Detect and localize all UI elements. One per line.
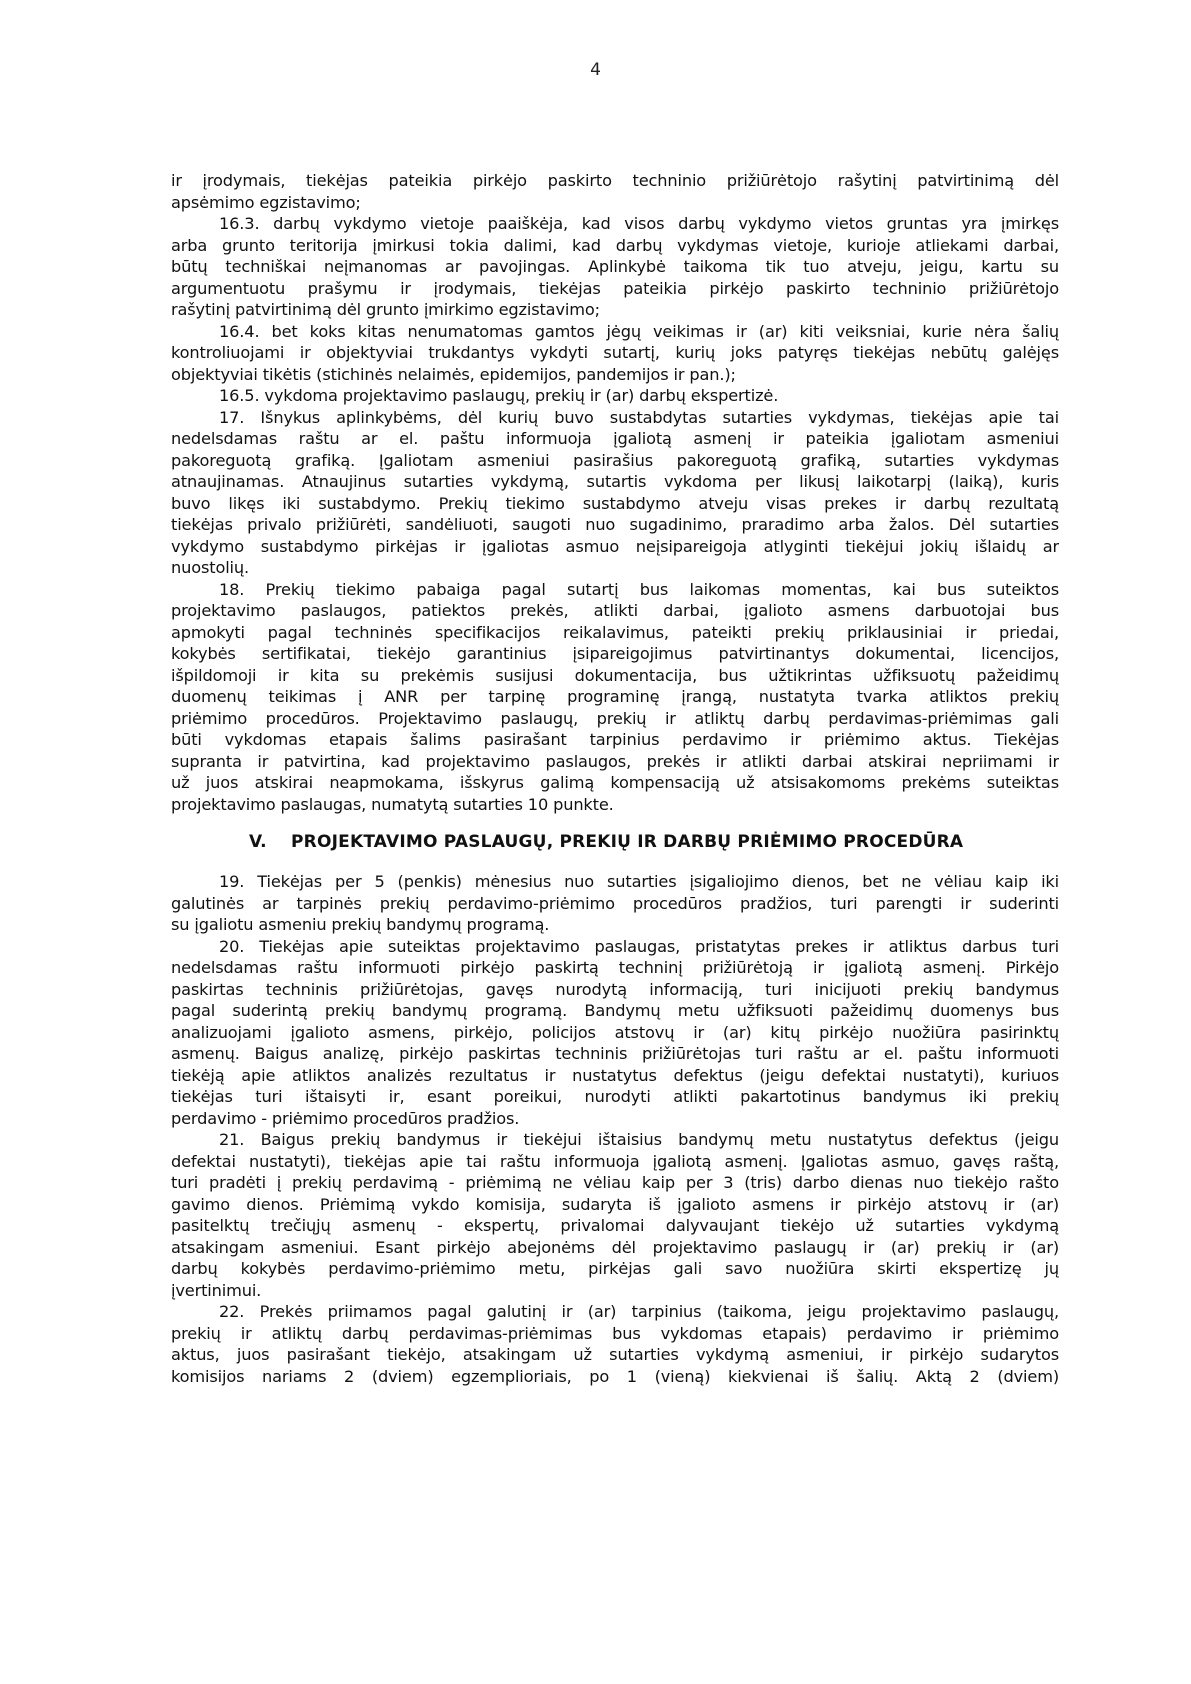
text-line: paskirtas techninis prižiūrėtojas, gavęs nurodytą informaciją, turi inicijuoti prekių bandymus: [171, 979, 1059, 999]
page-number: 4: [590, 60, 601, 80]
text-line: 16.3. darbų vykdymo vietoje paaiškėja, kad visos darbų vykdymo vietos gruntas yra įmirkęs: [219, 214, 1059, 233]
text-line: nedelsdamas raštu ar el. paštu informuoja įgaliotą asmenį ir pateikia įgaliotam asmeniui: [171, 429, 1059, 448]
text-line: projektavimo paslaugos, patiektos prekės, atlikti darbai, įgalioto asmens darbuotojai bus: [171, 601, 1059, 620]
text-line: su įgaliotu asmeniu prekių bandymų programą.: [171, 915, 550, 934]
paragraph: [171, 170, 1059, 213]
text-line: projektavimo paslaugas, numatytą sutarties 10 punkte.: [171, 794, 614, 814]
text-line: tiekėjas turi ištaisyti ir, esant poreikui, nurodyti atlikti pakartotinus bandymus iki prekių: [171, 1087, 1059, 1106]
text-line: tiekėjas privalo prižiūrėti, sandėliuoti, saugoti nuo sugadinimo, praradimo arba žalos. Dėl sutarties: [171, 515, 1059, 534]
text-line: įvertinimui.: [171, 1280, 262, 1300]
text-line: perdavimo - priėmimo procedūros pradžios.: [171, 1108, 520, 1128]
text-line: už juos atskirai neapmokama, išskyrus galimą kompensaciją už atsisakomoms prekėms suteiktas: [171, 773, 1059, 792]
text-line: būti vykdomas etapais šalims pasirašant tarpinius perdavimo ir priėmimo aktus. Tiekėjas: [171, 730, 1059, 749]
text-line: nedelsdamas raštu informuoti pirkėjo paskirtą techninį prižiūrėtoją ir įgaliotą asmenį. Pirkėjo: [171, 958, 1059, 977]
text-line: 18. Prekių tiekimo pabaiga pagal sutartį bus laikomas momentas, kai bus suteiktos: [219, 579, 1059, 599]
text-line: arba grunto teritorija įmirkusi tokia dalimi, kad darbų vykdymas vietoje, kurioje atliekami darbai,: [171, 235, 1059, 255]
text-line: 22. Prekės priimamos pagal galutinį ir (ar) tarpinius (taikoma, jeigu projektavimo paslaugų,: [219, 1302, 1059, 1321]
section-number: V.: [249, 832, 267, 852]
text-line: apsėmimo egzistavimo;: [171, 192, 361, 212]
paragraph: [171, 213, 1059, 321]
text-line: 19. Tiekėjas per 5 (penkis) mėnesius nuo sutarties įsigaliojimo dienos, bet ne vėliau kaip iki: [219, 872, 1059, 891]
text-line: nuostolių.: [171, 558, 250, 577]
text-line: gavimo dienos. Priėmimą vykdo komisija, sudaryta iš įgalioto asmens ir pirkėjo atstovų ir (ar): [171, 1194, 1059, 1214]
text-line: apmokyti pagal techninės specifikacijos reikalavimus, pateikti prekių priklausiniai ir priedai,: [171, 622, 1059, 642]
text-line: galutinės ar tarpinės prekių perdavimo-priėmimo procedūros pradžios, turi parengti ir suderinti: [171, 893, 1059, 913]
text-line: vykdymo sustabdymo pirkėjas ir įgaliotas asmuo neįsipareigoja atlyginti tiekėjui jokių išlaidų ar: [171, 536, 1059, 556]
document-body: [171, 170, 1059, 1387]
text-line: prekių ir atliktų darbų perdavimas-priėmimas bus vykdomas etapais) perdavimo ir priėmimo: [171, 1323, 1059, 1343]
paragraph: [171, 579, 1059, 816]
text-line: pagal suderintą prekių bandymų programą. Bandymų metu užfiksuoti pažeidimų duomenys bus: [171, 1001, 1059, 1020]
section-title: PROJEKTAVIMO PASLAUGŲ, PREKIŲ IR DARBŲ PRIĖMIMO PROCEDŪRA: [291, 832, 964, 852]
text-line: 16.5. vykdoma projektavimo paslaugų, prekių ir (ar) darbų ekspertizė.: [219, 386, 779, 405]
paragraph: [171, 407, 1059, 579]
paragraph: [171, 871, 1059, 936]
text-line: kontroliuojami ir objektyviai trukdantys vykdyti sutartį, kurių joks patyręs tiekėjas nebūtų galėjęs: [171, 343, 1059, 362]
text-line: pakoreguotą grafiką. Įgaliotam asmeniui pasirašius pakoreguotą grafiką, sutarties vykdymas: [171, 450, 1059, 470]
paragraph: [171, 936, 1059, 1130]
text-line: būtų techniškai neįmanomas ar pavojingas. Aplinkybė taikoma tik tuo atveju, jeigu, kartu su: [171, 257, 1059, 276]
paragraph: [171, 1301, 1059, 1387]
text-line: išpildomoji ir kita su prekėmis susijusi dokumentacija, bus užtikrintas užfiksuotų pažeidimų: [171, 665, 1059, 685]
text-line: objektyviai tikėtis (stichinės nelaimės, epidemijos, pandemijos ir pan.);: [171, 364, 736, 384]
text-line: komisijos nariams 2 (dviem) egzemplioriais, po 1 (vieną) kiekvienai iš šalių. Aktą 2 (dviem): [171, 1366, 1059, 1386]
text-line: defektai nustatyti), tiekėjas apie tai raštu informuoja įgaliotą asmenį. Įgaliotas asmuo, gavęs raštą,: [171, 1151, 1059, 1171]
text-line: ir įrodymais, tiekėjas pateikia pirkėjo paskirto techninio prižiūrėtojo rašytinį patvirtinimą dėl: [171, 171, 1059, 190]
text-line: analizuojami įgalioto asmens, pirkėjo, policijos atstovų ir (ar) kitų pirkėjo nuožiūra pasirinktų: [171, 1022, 1059, 1042]
text-line: turi pradėti į prekių perdavimą - priėmimą ne vėliau kaip per 3 (tris) darbo dienas nuo tiekėjo rašto: [171, 1173, 1059, 1192]
text-line: pasitelktų trečiųjų asmenų - ekspertų, privalomai dalyvaujant tiekėjo už sutarties vykdymą: [171, 1216, 1059, 1235]
text-line: aktus, juos pasirašant tiekėjo, atsakingam už sutarties vykdymą asmeniui, ir pirkėjo sudarytos: [171, 1345, 1059, 1364]
text-line: 16.4. bet koks kitas nenumatomas gamtos jėgų veikimas ir (ar) kiti veiksniai, kurie nėra šalių: [219, 321, 1059, 341]
text-line: darbų kokybės perdavimo-priėmimo metu, pirkėjas gali savo nuožiūra skirti ekspertizę jų: [171, 1259, 1059, 1278]
text-line: atsakingam asmeniui. Esant pirkėjo abejonėms dėl projektavimo paslaugų ir (ar) prekių ir (ar): [171, 1237, 1059, 1257]
text-line: kokybės sertifikatai, tiekėjo garantinius įsipareigojimus patvirtinantys dokumentai, licencijos,: [171, 644, 1059, 663]
text-line: 20. Tiekėjas apie suteiktas projektavimo paslaugas, pristatytas prekes ir atliktus darbus turi: [219, 936, 1059, 956]
text-line: asmenų. Baigus analizę, pirkėjo paskirtas techninis prižiūrėtojas turi raštu ar el. paštu informuoti: [171, 1044, 1059, 1063]
section-heading: [171, 831, 1059, 853]
text-line: duomenų teikimas į ANR per tarpinę programinę įrangą, nustatyta tvarka atliktos prekių: [171, 687, 1059, 706]
text-line: 17. Išnykus aplinkybėms, dėl kurių buvo sustabdytas sutarties vykdymas, tiekėjas apie tai: [219, 407, 1059, 427]
text-line: atnaujinamas. Atnaujinus sutarties vykdymą, sutartis vykdoma per likusį laikotarpį (laiką), kuris: [171, 472, 1059, 491]
paragraph: [171, 1129, 1059, 1301]
paragraph: [171, 321, 1059, 386]
text-line: 21. Baigus prekių bandymus ir tiekėjui ištaisius bandymų metu nustatytus defektus (jeigu: [219, 1130, 1059, 1149]
text-line: buvo likęs iki sustabdymo. Prekių tiekimo sustabdymo atveju visas prekes ir darbų rezultatą: [171, 493, 1059, 513]
text-line: priėmimo procedūros. Projektavimo paslaugų, prekių ir atliktų darbų perdavimas-priėmimas gali: [171, 708, 1059, 728]
paragraph: [171, 385, 1059, 407]
text-line: argumentuotu prašymu ir įrodymais, tiekėjas pateikia pirkėjo paskirto techninio prižiūrėtojo: [171, 278, 1059, 298]
text-line: supranta ir patvirtina, kad projektavimo paslaugos, prekės ir atlikti darbai atskirai nepriimami ir: [171, 751, 1059, 771]
text-line: tiekėją apie atliktos analizės rezultatus ir nustatytus defektus (jeigu defektai nustatyti), kuriuos: [171, 1065, 1059, 1085]
text-line: rašytinį patvirtinimą dėl grunto įmirkimo egzistavimo;: [171, 300, 600, 319]
